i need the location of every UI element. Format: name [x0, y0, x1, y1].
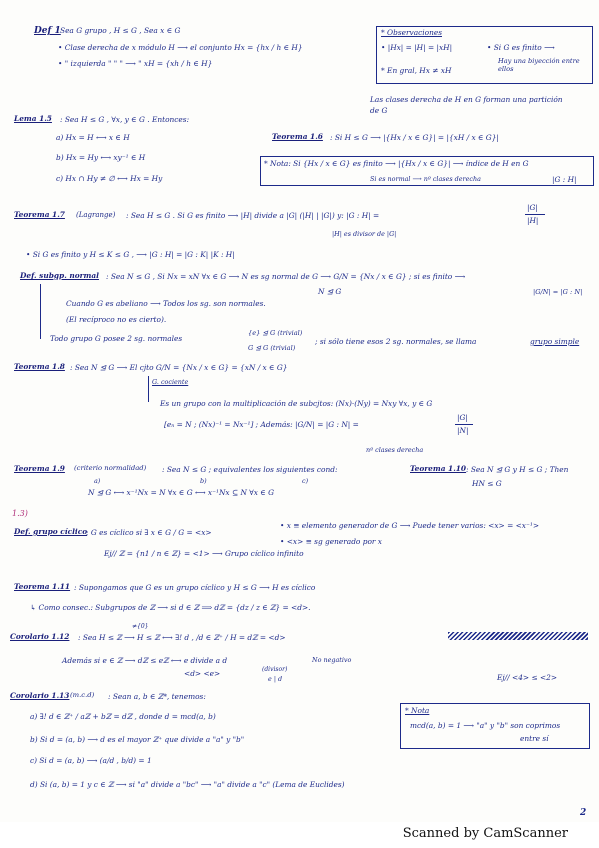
t19-b: b) [200, 477, 207, 485]
t19-text: : Sea N ≤ G ; equivalentes los siguientes cond: [162, 465, 338, 474]
c112-divisor: (divisor) [262, 666, 288, 673]
defnorm-trivial2: G ⊴ G (trivial) [248, 344, 296, 352]
t18-line3: [eₙ = N ; (Nx)⁻¹ = Nx⁻¹] ; Además: |G/N| = |G : N| = [164, 420, 359, 429]
observations-line1: • |Hx| = |H| = |xH| [381, 43, 453, 52]
lema-c: c) Hx ∩ Hy ≠ ∅ ⟷ Hx = Hy [56, 174, 163, 183]
defnorm-trivial1: {e} ⊴ G (trivial) [248, 329, 303, 337]
t19-a: a) [94, 477, 101, 485]
t17-frac-bar [525, 214, 545, 215]
nota-line3: |G : H| [552, 175, 577, 184]
lema-head: : Sea H ≤ G , ∀x, y ∈ G . Entonces: [60, 115, 190, 124]
partition-line1: Las clases derecha de H en G forman una partición [370, 95, 563, 104]
c113-b: b) Si d = (a, b) ⟶ d es el mayor ℤ⁺ que divide a "a" y "b" [30, 735, 245, 744]
observations-line3: * En gral, Hx ≠ xH [381, 66, 452, 75]
t17-text: : Sea H ≤ G . Si G es finito ⟶ |H| divide a |G| (|H| | |G|) y: |G : H| = [126, 211, 380, 220]
t18-gcociente: G. cociente [152, 378, 189, 386]
t17-under: |H| es divisor de |G| [332, 230, 397, 238]
c113-c: c) Si d = (a, b) ⟶ (a/d , b/d) = 1 [30, 756, 152, 765]
observations-line2: • Si G es finito ⟶ [487, 43, 555, 52]
nota2-line1: mcd(a, b) = 1 ⟶ "a" y "b" son coprimos [410, 721, 561, 730]
t111-line2: ↳ Como consec.: Subgrupos de ℤ ⟶ si d ∈ ℤ ⟹ dℤ = {dz / z ∈ ℤ} = <d>. [30, 603, 311, 612]
defcic-bullet1: • x ≡ elemento generador de G ⟶ Puede tener varios: <x> = <x⁻¹> [280, 521, 540, 530]
t19-paren: (criterio normalidad) [74, 464, 147, 472]
t17-frac-den: |H| [527, 216, 539, 225]
nota-line1: * Nota: Si {Hx / x ∈ G} es finito ⟶ |{Hx / x ∈ G}| ⟶ índice de H en G [264, 159, 529, 168]
defcic-example: Ej// ℤ = {n1 / n ∈ ℤ} = <1> ⟶ Grupo cíclico infinito [104, 549, 304, 558]
def1-line3: • " izquierda " " " ⟶ " xH = {xh / h ∈ H} [58, 59, 213, 68]
defnorm-simple-pre: ; si sólo tiene esos 2 sg. normales, se llama [315, 337, 477, 346]
c113-title: Corolario 1.13 [10, 691, 70, 700]
t17-corollary: • Si G es finito y H ≤ K ≤ G , ⟶ |G : H| = |G : K| |K : H| [26, 250, 235, 259]
c113-text: : Sean a, b ∈ ℤ*, tenemos: [108, 692, 206, 701]
defnorm-line3: (El recíproco no es cierto). [66, 315, 167, 324]
t110-line1: : Sea N ⊴ G y H ≤ G ; Then [466, 465, 569, 474]
t16-text: : Si H ≤ G ⟶ |{Hx / x ∈ G}| = |{xH / x ∈ G}| [330, 133, 499, 142]
c112-title: Corolario 1.12 [10, 632, 70, 641]
t19-title: Teorema 1.9 [14, 464, 65, 473]
lema-a: a) Hx = H ⟷ x ∈ H [56, 133, 130, 142]
c112-sup: ≠{0} [132, 623, 149, 630]
t17-paren: (Lagrange) [76, 211, 116, 219]
defnorm-branch2 [40, 306, 41, 339]
c113-paren: (m.c.d) [70, 691, 95, 699]
scan-footer [0, 822, 599, 848]
defnorm-line2: Cuando G es abeliano ⟶ Todos los sg. son normales. [66, 299, 266, 308]
c112-line3: <d> <e> [184, 669, 221, 678]
defcic-title: Def. grupo cíclico [14, 527, 88, 536]
t17-frac-num: |G| [527, 203, 538, 212]
lema-title: Lema 1.5 [14, 114, 52, 123]
c113-a: a) ∃! d ∈ ℤ⁺ / aℤ + bℤ = dℤ , donde d = mcd(a, b) [30, 712, 216, 721]
lema-b: b) Hx = Hy ⟷ xy⁻¹ ∈ H [56, 153, 146, 162]
section-number: 1.3) [12, 509, 28, 518]
t18-text: : Sea N ⊴ G ⟶ El cjto G/N = {Nx / x ∈ G} = {xN / x ∈ G} [70, 363, 288, 372]
c112-nonneg: No negativo [312, 656, 352, 664]
t18-frac-num: |G| [457, 413, 468, 422]
nota2-line2: entre sí [520, 734, 549, 743]
t18-branch [148, 376, 149, 402]
nota-line2: Si es normal ⟶ nº clases derecha [370, 175, 481, 183]
defnorm-line4: Todo grupo G posee 2 sg. normales [50, 334, 183, 343]
t110-title: Teorema 1.10 [410, 464, 467, 473]
crossed-out-scribble [448, 632, 588, 640]
t18-title: Teorema 1.8 [14, 362, 65, 371]
t18-line2: Es un grupo con la multiplicación de subcjtos: (Nx)·(Ny) = Nxy ∀x, y ∈ G [160, 399, 433, 408]
defcic-bullet2: • <x> ≡ sg generado por x [280, 537, 382, 546]
c113-d: d) Si (a, b) = 1 y c ∈ ℤ ⟶ si "a" divide a "bc" ⟶ "a" divide a "c" (Lema de Euclides) [30, 780, 345, 789]
t18-frac-bar [455, 424, 473, 425]
def1-title: Def 1 [34, 26, 61, 36]
def1-line2: • Clase derecha de x módulo H ⟶ el conjunto Hx = {hx / h ∈ H} [58, 43, 303, 52]
t111-text: : Supongamos que G es un grupo cíclico y H ≤ G ⟶ H es cíclico [74, 583, 316, 592]
observations-line4: Hay una biyección entre ellos [498, 57, 580, 73]
defnorm-branch1 [40, 284, 41, 306]
page-number: 2 [580, 808, 587, 818]
defnorm-symbol: N ⊴ G [318, 287, 342, 296]
t110-line2: HN ≤ G [472, 479, 502, 488]
defnorm-right: |G/N| = |G : N| [533, 288, 583, 296]
defnorm-simple: grupo simple [530, 337, 580, 346]
nota2-title: * Nota [405, 706, 430, 715]
t111-title: Teorema 1.11 [14, 582, 71, 591]
observations-title: * Observaciones [381, 28, 442, 37]
t17-title: Teorema 1.7 [14, 210, 65, 219]
def1-line1: Sea G grupo , H ≤ G , Sea x ∈ G [60, 26, 181, 35]
t19-c: c) [302, 477, 309, 485]
c112-divides: e | d [268, 675, 283, 683]
defcic-text: : G es cíclico si ∃ x ∈ G / G = <x> [86, 528, 212, 537]
partition-line2: de G [370, 106, 388, 115]
t16-title: Teorema 1.6 [272, 132, 323, 141]
scanner-watermark: Scanned by CamScanner [402, 826, 568, 841]
c112-line2: Además si e ∈ ℤ ⟶ dℤ ≤ eℤ ⟷ e divide a d [62, 656, 228, 665]
t18-frac-den: |N| [457, 426, 469, 435]
defnorm-title: Def. subgp. normal [20, 271, 99, 280]
defnorm-text: : Sea N ≤ G , Si Nx = xN ∀x ∈ G ⟶ N es sg normal de G ⟶ G/N = {Nx / x ∈ G} ; si es finito ⟶ [106, 272, 466, 281]
t18-under: nº clases derecha [366, 446, 424, 454]
c112-text: : Sea H ≤ ℤ ⟶ H ≤ ℤ ⟷ ∃! d , /d ∈ ℤ⁺ / H = dℤ = <d> [78, 633, 286, 642]
t19-line2: N ⊴ G ⟷ x⁻¹Nx = N ∀x ∈ G ⟷ x⁻¹Nx ⊆ N ∀x ∈ G [88, 488, 274, 497]
c112-example: Ej// <4> ≤ <2> [497, 673, 558, 682]
